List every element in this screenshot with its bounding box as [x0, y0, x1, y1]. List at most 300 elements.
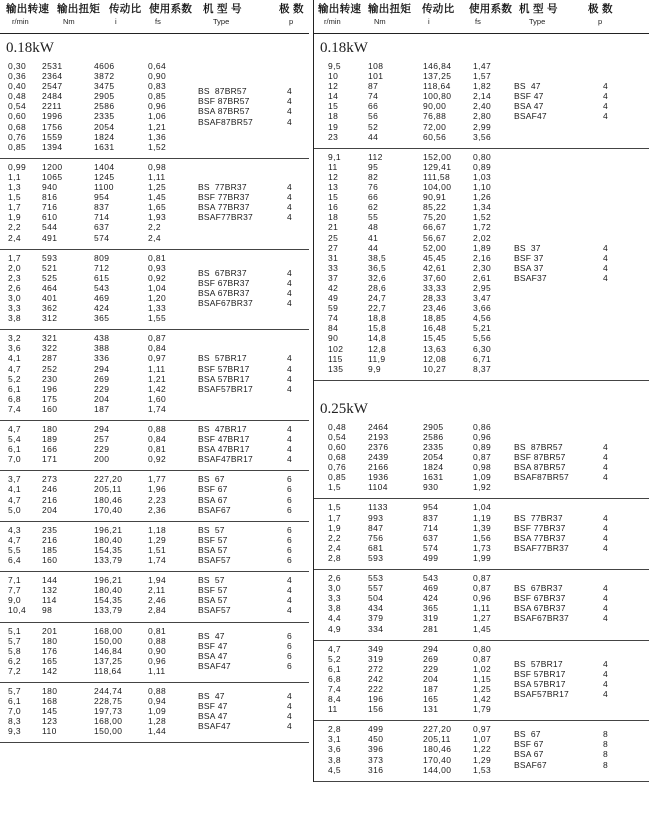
model-entry [314, 689, 649, 699]
model-poles: 4 [603, 522, 608, 533]
cell-ratio: 18,85 [423, 313, 447, 324]
model-name: BSF 57 [198, 534, 228, 545]
cell-speed: 42 [328, 282, 339, 293]
cell-torque: 1559 [42, 131, 63, 142]
cell-speed: 2,2 [8, 222, 22, 233]
model-name: BSAF67 [198, 504, 231, 515]
model-entry [0, 575, 309, 585]
cell-ratio: 111,58 [423, 171, 451, 182]
cell-torque: 491 [42, 232, 58, 243]
cell-speed: 5,7 [8, 685, 22, 696]
cell-ratio: 2335 [94, 111, 115, 122]
cell-torque: 38,5 [368, 252, 387, 263]
cell-factor: 2,4 [148, 232, 162, 243]
data-group [314, 419, 649, 500]
model-entry [314, 533, 649, 543]
model-entry [314, 273, 649, 283]
model-name: BSA 67 [198, 494, 228, 505]
header-poles-en: p [598, 17, 603, 26]
header-factor-cn: 使用系数 [149, 3, 193, 15]
cell-factor: 2,16 [473, 252, 492, 263]
cell-torque: 222 [368, 683, 384, 694]
cell-factor: 2,61 [473, 272, 492, 283]
cell-ratio: 2586 [94, 101, 115, 112]
model-poles: 4 [603, 462, 608, 473]
cell-torque: 521 [42, 262, 58, 273]
cell-ratio: 574 [94, 232, 110, 243]
cell-torque: 242 [368, 673, 384, 684]
cell-factor: 0,84 [148, 343, 167, 354]
cell-ratio: 930 [423, 482, 439, 493]
cell-ratio: 229 [423, 663, 439, 674]
cell-speed: 5,1 [8, 625, 22, 636]
model-poles: 4 [287, 585, 292, 596]
header-ratio [422, 2, 454, 28]
header-speed-cn: 输出转速 [318, 3, 362, 15]
cell-torque: 132 [42, 585, 58, 596]
cell-factor: 1,53 [473, 764, 492, 775]
model-name: BS 67BR37 [198, 267, 247, 278]
cell-speed: 2,6 [328, 573, 342, 584]
cell-factor: 1,09 [473, 472, 492, 483]
model-poles: 4 [603, 689, 608, 700]
cell-ratio: 133,79 [94, 605, 123, 616]
cell-torque: 450 [368, 734, 384, 745]
cell-torque: 196 [368, 694, 384, 705]
table-row [0, 253, 309, 263]
model-name: BSF 77BR37 [514, 522, 566, 533]
model-poles: 6 [287, 630, 292, 641]
cell-ratio: 200 [94, 454, 110, 465]
cell-factor: 1,39 [473, 522, 492, 533]
model-poles: 4 [287, 575, 292, 586]
cell-factor: 0,90 [148, 71, 167, 82]
cell-ratio: 146,84 [423, 61, 452, 71]
cell-speed: 4,7 [8, 363, 22, 374]
data-group [0, 421, 309, 471]
cell-ratio: 499 [423, 552, 439, 563]
model-entry [314, 243, 649, 253]
table-row [314, 61, 649, 71]
cell-speed: 5,5 [8, 544, 22, 555]
cell-speed: 0,60 [328, 442, 347, 452]
cell-torque: 14,8 [368, 333, 387, 344]
model-poles: 4 [603, 678, 608, 689]
table-row [314, 323, 649, 333]
cell-torque: 28,6 [368, 282, 387, 293]
model-poles: 4 [603, 603, 608, 614]
cell-torque: 1996 [42, 111, 63, 122]
table-row [0, 162, 309, 172]
cell-speed: 4,7 [8, 534, 22, 545]
cell-factor: 0,96 [148, 101, 167, 112]
cell-speed: 18 [328, 111, 339, 122]
cell-ratio: 3872 [94, 71, 115, 82]
cell-speed: 1,5 [8, 192, 22, 203]
cell-ratio: 281 [423, 623, 439, 634]
model-name: BSF 47 [514, 91, 544, 102]
cell-ratio: 16,48 [423, 323, 447, 334]
model-poles: 4 [603, 272, 608, 283]
cell-ratio: 118,64 [94, 665, 122, 676]
cell-factor: 0,83 [148, 81, 167, 92]
cell-speed: 49 [328, 293, 339, 304]
cell-speed: 4,9 [328, 623, 342, 634]
model-poles: 4 [287, 711, 292, 722]
cell-torque: 246 [42, 484, 58, 495]
model-name: BSF 87BR57 [514, 452, 566, 463]
cell-ratio: 714 [94, 212, 110, 223]
cell-speed: 3,1 [328, 734, 342, 745]
model-entry [314, 253, 649, 263]
cell-speed: 6,1 [8, 444, 22, 455]
cell-ratio: 66,67 [423, 222, 447, 233]
cell-ratio: 227,20 [94, 474, 123, 485]
data-group [0, 159, 309, 250]
cell-factor: 1,11 [473, 603, 491, 614]
model-entry [0, 631, 309, 641]
cell-factor: 1,19 [473, 512, 492, 523]
model-name: BSF 47 [198, 701, 228, 712]
cell-factor: 1,55 [148, 313, 167, 324]
model-entry [0, 268, 309, 278]
cell-factor: 1,92 [473, 482, 492, 493]
cell-torque: 610 [42, 212, 58, 223]
cell-ratio: 543 [94, 282, 110, 293]
model-name: BS 47 [198, 691, 225, 702]
cell-torque: 1200 [42, 161, 63, 172]
cell-torque: 2439 [368, 452, 389, 463]
cell-speed: 27 [328, 242, 339, 253]
model-poles: 6 [287, 544, 292, 555]
cell-ratio: 1100 [94, 182, 114, 193]
cell-ratio: 28,33 [423, 293, 447, 304]
cell-ratio: 4606 [94, 61, 115, 71]
model-entry [0, 278, 309, 288]
model-poles: 6 [287, 524, 292, 535]
cell-torque: 2376 [368, 442, 389, 452]
model-name: BSA 37 [514, 262, 544, 273]
cell-torque: 36,5 [368, 262, 387, 273]
cell-factor: 1,26 [473, 192, 492, 203]
cell-torque: 160 [42, 555, 58, 566]
model-entry [314, 583, 649, 593]
cell-torque: 160 [42, 403, 58, 414]
cell-speed: 10 [328, 71, 339, 82]
table-row [314, 202, 649, 212]
cell-torque: 593 [368, 552, 384, 563]
cell-speed: 0,76 [8, 131, 27, 142]
cell-ratio: 637 [94, 222, 110, 233]
model-name: BSAF57BR17 [198, 383, 253, 394]
table-row [0, 394, 309, 404]
cell-speed: 11 [328, 704, 338, 715]
model-name: BSF 37 [514, 252, 544, 263]
model-poles: 4 [603, 81, 608, 92]
model-poles: 4 [287, 353, 292, 364]
model-name: BS 67BR37 [514, 583, 563, 594]
cell-factor: 0,87 [473, 583, 492, 594]
table-row [0, 142, 309, 152]
cell-factor: 1,89 [473, 242, 492, 253]
cell-speed: 6,1 [8, 696, 22, 707]
table-row [314, 71, 649, 81]
header-poles [588, 2, 613, 28]
header-speed [318, 2, 361, 28]
cell-speed: 8,4 [328, 694, 342, 705]
model-entry [0, 353, 309, 363]
cell-torque: 993 [368, 512, 384, 523]
model-name: BSF 57 [198, 585, 228, 596]
cell-ratio: 204 [423, 673, 439, 684]
cell-speed: 0,68 [328, 452, 347, 463]
cell-torque: 145 [42, 706, 58, 717]
model-entry [0, 86, 309, 96]
cell-torque: 12,8 [368, 343, 387, 354]
cell-factor: 5,21 [473, 323, 492, 334]
cell-ratio: 424 [423, 593, 439, 604]
cell-factor: 0,80 [473, 643, 492, 654]
cell-torque: 52 [368, 121, 379, 132]
cell-ratio: 45,45 [423, 252, 447, 263]
model-poles: 6 [287, 650, 292, 661]
cell-ratio: 336 [94, 353, 110, 364]
model-poles: 4 [603, 583, 608, 594]
cell-speed: 2,8 [328, 552, 342, 563]
model-poles: 4 [603, 242, 608, 253]
cell-torque: 9,9 [368, 363, 382, 374]
model-name: BSAF57 [198, 605, 231, 616]
model-entry [314, 523, 649, 533]
cell-ratio: 837 [423, 512, 439, 523]
model-entry [0, 364, 309, 374]
model-name: BSA 87BR57 [198, 106, 250, 117]
cell-factor: 0,89 [473, 442, 492, 452]
data-group [314, 149, 649, 381]
table-row [314, 162, 649, 172]
cell-ratio: 13,63 [423, 343, 447, 354]
cell-ratio: 1631 [423, 472, 444, 483]
cell-speed: 8,3 [8, 716, 22, 727]
model-name: BSAF67BR37 [198, 298, 253, 309]
cell-torque: 2166 [368, 462, 389, 473]
cell-torque: 1394 [42, 141, 63, 152]
cell-torque: 165 [42, 655, 58, 666]
cell-ratio: 187 [423, 683, 439, 694]
cell-torque: 2484 [42, 91, 63, 102]
cell-speed: 2,4 [8, 232, 22, 243]
model-entry [314, 669, 649, 679]
data-group [0, 522, 309, 572]
model-entry [314, 593, 649, 603]
model-poles: 6 [287, 494, 292, 505]
cell-torque: 196 [42, 383, 58, 394]
header-type-en: Type [213, 17, 230, 26]
cell-speed: 7,2 [8, 665, 22, 676]
cell-factor: 0,86 [473, 421, 492, 432]
model-poles: 4 [603, 593, 608, 604]
cell-factor: 1,74 [148, 403, 167, 414]
model-poles: 6 [287, 640, 292, 651]
cell-torque: 2364 [42, 71, 63, 82]
cell-torque: 76 [368, 182, 379, 193]
cell-speed: 37 [328, 272, 339, 283]
cell-ratio: 1404 [94, 161, 115, 172]
cell-speed: 0,30 [8, 61, 27, 71]
cell-ratio: 2586 [423, 431, 444, 442]
cell-factor: 2,2 [148, 222, 162, 233]
model-entry [0, 651, 309, 661]
model-name: BSA 57 [198, 595, 228, 606]
model-poles: 4 [603, 252, 608, 263]
cell-factor: 2,30 [473, 262, 492, 273]
cell-speed: 135 [328, 363, 344, 374]
model-name: BS 57BR17 [198, 353, 247, 364]
table-row [314, 192, 649, 202]
model-poles: 4 [287, 373, 292, 384]
cell-speed: 0,99 [8, 161, 27, 172]
cell-torque: 379 [368, 613, 384, 624]
model-entry [0, 595, 309, 605]
model-poles: 4 [287, 267, 292, 278]
cell-torque: 1133 [368, 502, 388, 513]
cell-ratio: 294 [94, 424, 110, 434]
cell-torque: 108 [368, 61, 384, 71]
cell-factor: 1,25 [148, 182, 167, 193]
cell-torque: 2531 [42, 61, 63, 71]
cell-ratio: 3475 [94, 81, 115, 92]
header-factor [149, 2, 192, 28]
cell-factor: 0,81 [148, 625, 167, 636]
cell-ratio: 60,56 [423, 131, 447, 142]
cell-speed: 18 [328, 212, 339, 223]
cell-torque: 15,8 [368, 323, 387, 334]
header-type-cn: 机 型 号 [519, 3, 558, 15]
cell-torque: 1104 [368, 482, 388, 493]
cell-torque: 373 [368, 754, 384, 765]
model-name: BS 77BR37 [198, 182, 247, 193]
cell-speed: 1,5 [328, 502, 342, 513]
model-name: BSA 47BR17 [198, 444, 250, 455]
cell-factor: 0,87 [473, 573, 492, 584]
cell-ratio: 954 [423, 502, 439, 513]
cell-speed: 13 [328, 182, 339, 193]
cell-ratio: 129,41 [423, 161, 452, 172]
cell-ratio: 42,61 [423, 262, 447, 273]
table-row [314, 573, 649, 583]
header-type [203, 2, 242, 28]
cell-speed: 4,3 [8, 524, 22, 535]
table-row [314, 222, 649, 232]
model-entry [0, 298, 309, 308]
cell-speed: 3,0 [8, 292, 22, 303]
table-row [314, 624, 649, 634]
model-entry [314, 729, 649, 739]
cell-ratio: 15,45 [423, 333, 447, 344]
cell-factor: 4,56 [473, 313, 492, 324]
model-name: BS 87BR57 [198, 86, 247, 97]
cell-torque: 74 [368, 91, 379, 102]
model-name: BSAF77BR37 [198, 212, 253, 223]
table-row [314, 344, 649, 354]
cell-ratio: 196,21 [94, 524, 123, 535]
model-name: BSA 57 [198, 544, 228, 555]
model-name: BS 57 [198, 524, 225, 535]
header-factor-cn: 使用系数 [469, 3, 513, 15]
model-entry [314, 543, 649, 553]
header-type-en: Type [529, 17, 546, 26]
cell-torque: 1756 [42, 121, 63, 132]
cell-ratio: 90,00 [423, 101, 447, 112]
data-group [0, 250, 309, 331]
cell-torque: 2211 [42, 101, 62, 112]
cell-factor: 1,42 [148, 383, 167, 394]
cell-torque: 504 [368, 593, 384, 604]
model-name: BSF 77BR37 [198, 192, 250, 203]
table-row [314, 364, 649, 374]
cell-torque: 2464 [368, 421, 389, 432]
header-torque-en: Nm [374, 17, 386, 26]
cell-ratio: 294 [94, 363, 110, 374]
cell-speed: 84 [328, 323, 339, 334]
cell-factor: 2,02 [473, 232, 492, 243]
cell-factor: 0,97 [148, 353, 167, 364]
cell-torque: 252 [42, 363, 58, 374]
cell-factor: 1,79 [473, 704, 492, 715]
cell-factor: 1,52 [473, 212, 492, 223]
cell-factor: 1,06 [148, 111, 167, 122]
cell-factor: 1,28 [148, 716, 167, 727]
cell-ratio: 90,91 [423, 192, 447, 203]
cell-ratio: 23,46 [423, 303, 447, 314]
table-row [314, 422, 649, 432]
cell-speed: 3,6 [328, 744, 342, 755]
cell-factor: 1,11 [148, 665, 166, 676]
cell-torque: 1065 [42, 171, 63, 182]
model-name: BSAF67BR37 [514, 613, 569, 624]
cell-factor: 1,72 [473, 222, 492, 233]
cell-ratio: 227,20 [423, 724, 452, 735]
model-entry [314, 613, 649, 623]
model-name: BSAF57BR17 [514, 689, 569, 700]
cell-ratio: 170,40 [94, 504, 123, 515]
cell-ratio: 180,46 [423, 744, 452, 755]
header-torque-cn: 输出扭矩 [368, 3, 412, 15]
cell-ratio: 469 [94, 292, 110, 303]
model-name: BSAF47 [514, 111, 547, 122]
cell-torque: 272 [368, 663, 384, 674]
model-poles: 6 [287, 555, 292, 566]
cell-factor: 1,51 [148, 544, 167, 555]
cell-speed: 1,1 [8, 171, 22, 182]
cell-speed: 5,7 [8, 635, 22, 646]
cell-speed: 19 [328, 121, 339, 132]
cell-ratio: 180,46 [94, 494, 123, 505]
cell-speed: 1,7 [8, 252, 22, 263]
model-poles: 4 [287, 287, 292, 298]
cell-speed: 1,9 [8, 212, 22, 223]
cell-factor: 1,22 [473, 744, 492, 755]
model-poles: 6 [287, 504, 292, 515]
cell-factor: 0,89 [473, 161, 492, 172]
cell-factor: 1,15 [473, 673, 492, 684]
model-poles: 4 [287, 202, 292, 213]
cell-torque: 101 [368, 71, 384, 82]
cell-factor: 1,56 [473, 532, 492, 543]
cell-factor: 6,30 [473, 343, 492, 354]
cell-speed: 3,8 [328, 754, 342, 765]
model-entry [0, 444, 309, 454]
